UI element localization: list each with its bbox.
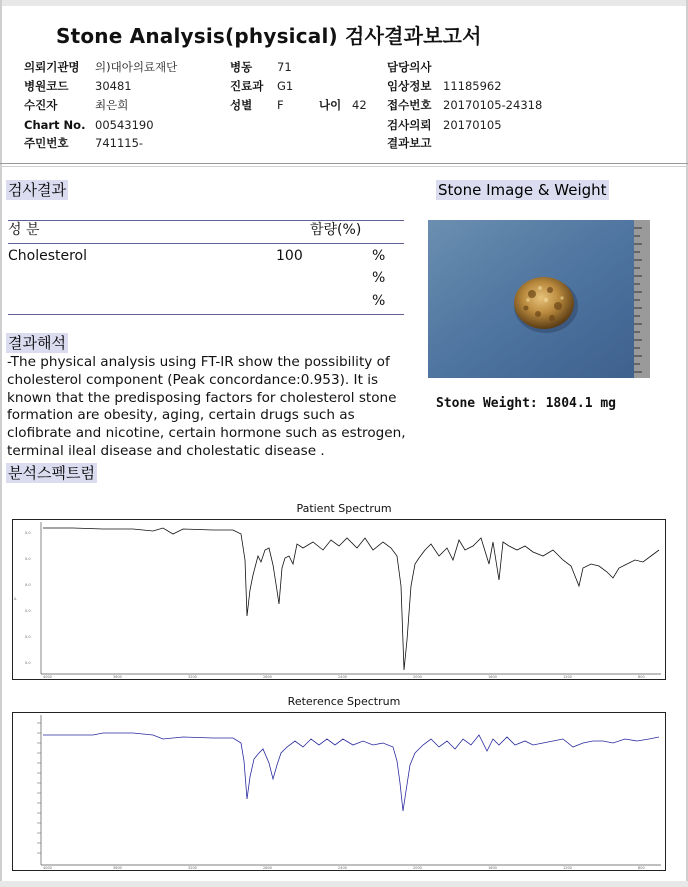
header-field-institution (24, 60, 80, 74)
svg-text:3200: 3200 (188, 866, 197, 870)
patient-label: 수진자 (24, 98, 58, 112)
svg-text:1200: 1200 (563, 675, 572, 679)
patient-spectrum-box (12, 519, 666, 680)
receipt-number-value: 20170105-24318 (443, 98, 543, 112)
svg-text:A: A (14, 597, 17, 601)
resident-number-value: 741115- (95, 136, 144, 150)
age-label: 나이 (319, 98, 342, 112)
department-value: G1 (277, 79, 294, 93)
report-date-label: 결과보고 (387, 136, 432, 150)
component-cell: Cholesterol (8, 248, 88, 264)
hospital-code-label: 병원코드 (24, 79, 69, 93)
department-label: 진료과 (230, 79, 264, 93)
svg-text:3600: 3600 (113, 866, 122, 870)
age-value: 42 (352, 98, 367, 112)
window-bottom-border (0, 881, 688, 887)
svg-text:1200: 1200 (563, 866, 572, 870)
svg-text:1600: 1600 (488, 866, 497, 870)
stone-weight: Stone Weight: 1804.1 mg (436, 396, 617, 411)
svg-text:4000: 4000 (43, 675, 52, 679)
hospital-code-value: 30481 (95, 79, 132, 93)
results-heading: 검사결과 (8, 181, 66, 199)
header-divider-shadow (0, 166, 688, 167)
svg-text:2800: 2800 (263, 675, 272, 679)
amount-column-header: 함량(%) (310, 222, 362, 238)
svg-text:0.0: 0.0 (25, 609, 31, 613)
svg-text:0.0: 0.0 (25, 531, 31, 535)
stone-heading: Stone Image & Weight (438, 181, 607, 199)
svg-text:4000: 4000 (43, 866, 52, 870)
svg-text:0.0: 0.0 (25, 661, 31, 665)
chart-no-label: Chart No. (24, 118, 86, 132)
ward-value: 71 (277, 60, 292, 74)
request-date-value: 20170105 (443, 118, 502, 132)
report-title: Stone Analysis(physical) 검사결과보고서 (56, 24, 482, 48)
resident-number-label: 주민번호 (24, 136, 69, 150)
svg-text:0.0: 0.0 (25, 583, 31, 587)
patient-spectrum-plot (13, 520, 665, 679)
svg-text:3200: 3200 (188, 675, 197, 679)
patient-value: 최은희 (95, 98, 129, 112)
unit-cell: % (372, 248, 386, 264)
svg-text:2400: 2400 (338, 866, 347, 870)
physician-label: 담당의사 (387, 60, 432, 74)
receipt-number-label: 접수번호 (387, 98, 432, 112)
svg-text:1600: 1600 (488, 675, 497, 679)
ward-label: 병동 (230, 60, 253, 74)
svg-text:2000: 2000 (413, 866, 422, 870)
reference-spectrum-title: Reterence Spectrum (287, 695, 401, 708)
window-top-border (0, 0, 688, 6)
component-column-header: 성 분 (8, 222, 40, 238)
clinical-info-value: 11185962 (443, 79, 502, 93)
unit-cell: % (372, 293, 386, 309)
institution-value: 의)대아의료재단 (95, 60, 178, 74)
table-header-rule (8, 243, 404, 244)
sex-value: F (277, 98, 284, 112)
reference-spectrum-plot (13, 713, 665, 870)
svg-text:800: 800 (638, 675, 645, 679)
svg-text:0.0: 0.0 (25, 635, 31, 639)
svg-text:0.0: 0.0 (25, 557, 31, 561)
svg-text:2400: 2400 (338, 675, 347, 679)
interpretation-text: -The physical analysis using FT-IR show the possibility of cholesterol component (Peak concordance:0.953). It is known that the predisposing factors for cholesterol stone formation are obesity, aging, certain drugs such as clofibrate and nicotine, certain hormone such as estrogen, terminal ileal disease and cholestatic disease . (7, 354, 406, 459)
window-left-border (0, 0, 2, 887)
reference-spectrum-box (12, 712, 666, 871)
unit-cell: % (372, 270, 386, 286)
spectrum-heading: 분석스펙트럼 (8, 464, 95, 482)
sex-label: 성별 (230, 98, 253, 112)
table-bottom-rule (8, 314, 404, 315)
svg-text:2800: 2800 (263, 866, 272, 870)
svg-text:800: 800 (638, 866, 645, 870)
amount-cell: 100 (276, 248, 303, 264)
chart-no-value: 00543190 (95, 118, 154, 132)
patient-spectrum-title: Patient Spectrum (296, 502, 392, 515)
stone-photo (428, 220, 650, 378)
request-date-label: 검사의뢰 (387, 118, 432, 132)
field-label: 의뢰기관명 (24, 60, 80, 74)
svg-text:2000: 2000 (413, 675, 422, 679)
svg-text:3600: 3600 (113, 675, 122, 679)
header-divider (0, 163, 688, 164)
interpretation-heading: 결과해석 (8, 334, 66, 352)
clinical-info-label: 임상정보 (387, 79, 432, 93)
